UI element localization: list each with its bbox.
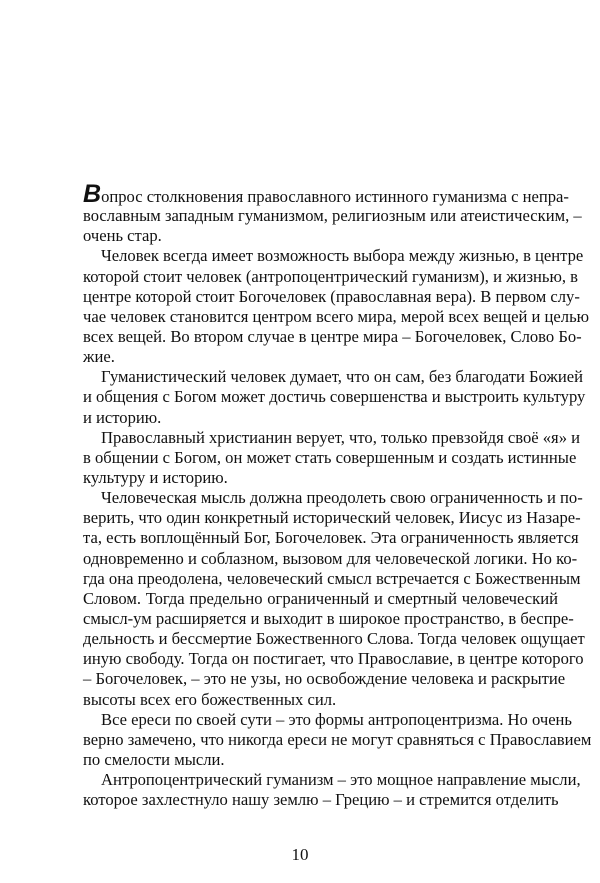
text-line	[83, 286, 580, 307]
line-text: по смелости мысли.	[83, 749, 225, 769]
line-text: жие.	[83, 347, 115, 367]
paragraph	[83, 180, 582, 246]
paragraph	[83, 709, 592, 770]
paragraph	[83, 367, 586, 427]
text-line	[83, 427, 581, 448]
text-line	[83, 548, 578, 569]
page-body-text	[83, 180, 592, 810]
line-text: Православный христианин верует, что, только превзойдя своё «я» и	[101, 427, 581, 447]
text-line	[83, 306, 590, 327]
drop-cap: В	[83, 180, 102, 208]
line-text: опрос столкновения православного истинного гуманизма с непра-	[101, 187, 569, 206]
line-text: которой стоит человек (антропоцентрический гуманизм), и жизнью, в	[83, 266, 578, 286]
line-text: та, есть воплощённый Бог, Богочеловек. Эта ограниченность является	[83, 528, 579, 548]
paragraph	[83, 427, 581, 488]
line-text: верить, что один конкретный исторический человек, Иисус из Назаре-	[83, 508, 581, 528]
text-line	[83, 629, 585, 649]
line-text: одновременно и соблазном, вызовом для человеческой логики. Но ко-	[83, 548, 578, 568]
text-line	[83, 367, 583, 387]
line-text: смысл-ум расширяется и выходит в широкое пространство, в беспре-	[83, 608, 574, 628]
line-text: в общении с Богом, он может стать совершенным и создать истинные	[83, 447, 577, 467]
line-text: иную свободу. Тогда он постигает, что Православие, в центре которого	[83, 649, 584, 669]
line-text: Антропоцентрический гуманизм – это мощное направление мысли,	[101, 770, 581, 790]
text-line	[83, 690, 558, 710]
line-text: – Богочеловек, – это не узы, но освобождение человека и раскрытие	[83, 669, 566, 689]
text-line	[83, 226, 558, 246]
line-text: вославным западным гуманизмом, религиозным или атеистическим, –	[83, 206, 582, 226]
text-line	[83, 528, 579, 548]
text-line	[83, 180, 569, 208]
text-line	[83, 669, 566, 689]
text-line	[83, 709, 573, 730]
text-line	[83, 770, 581, 790]
line-text: высоты всех его божественных сил.	[83, 689, 337, 709]
text-line	[83, 790, 558, 810]
line-text: Гуманистический человек думает, что он сам, без благодати Божией	[101, 367, 583, 387]
text-line	[83, 447, 577, 468]
line-text: гда она преодолена, человеческий смысл встречается с Божественным	[83, 568, 581, 588]
text-line	[83, 608, 574, 629]
text-line	[83, 206, 582, 226]
text-line	[83, 387, 586, 407]
page-number: 10	[291, 845, 309, 864]
line-text: чае человек становится центром всего мира, мерой всех вещей и целью	[83, 306, 590, 326]
text-line	[83, 568, 581, 589]
line-text: и общения с Богом может достичь совершенства и выстроить культуру	[83, 387, 586, 407]
paragraph	[83, 246, 590, 367]
line-text: очень стар.	[83, 226, 162, 246]
text-line	[83, 326, 582, 347]
text-line	[83, 347, 558, 367]
text-line	[83, 649, 584, 669]
text-line	[83, 408, 558, 428]
line-text: Словом. Тогда предельно ограниченный и смертный человеческий	[83, 588, 558, 608]
text-line	[83, 750, 558, 770]
text-line	[83, 508, 581, 528]
text-line	[83, 729, 592, 750]
line-text: всех вещей. Во втором случае в центре мира – Богочеловек, Слово Бо-	[83, 326, 582, 346]
text-line	[83, 589, 558, 609]
line-text: которое захлестнуло нашу землю – Грецию – и стремится отделить	[83, 790, 559, 810]
line-text: и историю.	[83, 407, 162, 427]
paragraph	[83, 770, 581, 810]
paragraph	[83, 488, 585, 710]
text-line	[83, 468, 558, 488]
line-text: Человеческая мысль должна преодолеть свою ограниченность и по-	[101, 488, 583, 508]
line-text: Человек всегда имеет возможность выбора между жизнью, в центре	[101, 246, 584, 266]
text-line	[83, 266, 578, 287]
line-text: дельность и бессмертие Божественного Слова. Тогда человек ощущает	[83, 629, 585, 649]
line-text: верно замечено, что никогда ереси не могут сравняться с Православием	[83, 729, 592, 749]
line-text: культуру и историю.	[83, 467, 228, 487]
text-line	[83, 488, 583, 508]
line-text: центре которой стоит Богочеловек (православная вера). В первом слу-	[83, 286, 580, 306]
line-text: Все ереси по своей сути – это формы антропоцентризма. Но очень	[101, 709, 573, 729]
text-line	[83, 246, 584, 266]
